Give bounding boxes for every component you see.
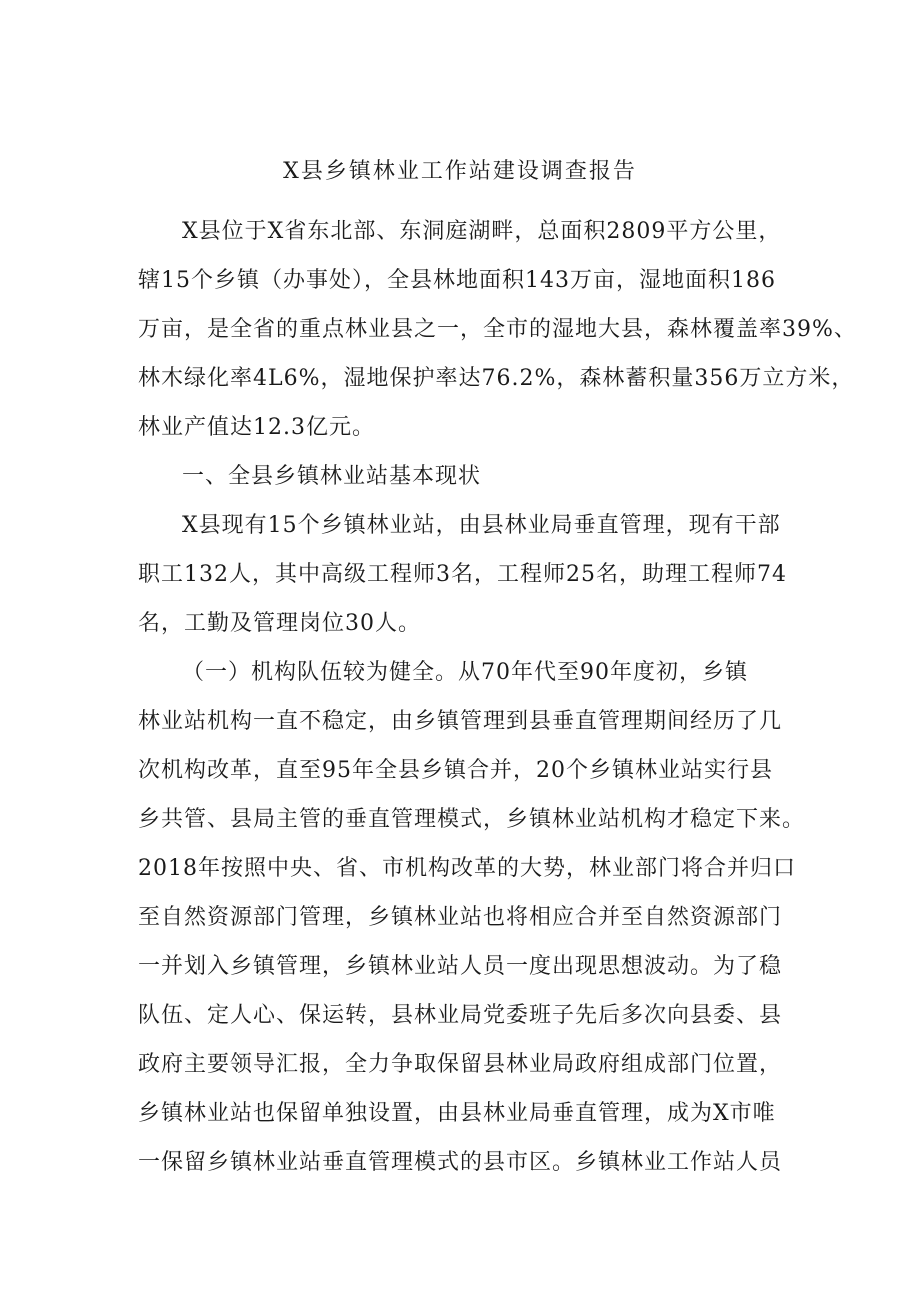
paragraph-line: 一保留乡镇林业站垂直管理模式的县市区。乡镇林业工作站人员 <box>138 1150 783 1175</box>
paragraph-line: 至自然资源部门管理，乡镇林业站也将相应合并至自然资源部门 <box>138 905 783 930</box>
subsection-heading-line: （一）机构队伍较为健全。从70年代至90年度初，乡镇 <box>182 660 748 685</box>
paragraph-line: 林木绿化率4L6%，湿地保护率达76.2%，森林蓄积量356万立方米， <box>138 366 855 391</box>
paragraph-line: 乡镇林业站也保留单独设置，由县林业局垂直管理，成为X市唯 <box>138 1101 776 1126</box>
paragraph-line: 2018年按照中央、省、市机构改革的大势，林业部门将合并归口 <box>138 856 796 881</box>
paragraph-line: X县位于X省东北部、东洞庭湖畔，总面积2809平方公里， <box>182 219 782 244</box>
paragraph-line: 林业产值达12.3亿元。 <box>138 415 375 440</box>
paragraph-line: 乡共管、县局主管的垂直管理模式，乡镇林业站机构才稳定下来。 <box>138 807 806 832</box>
paragraph-line: 政府主要领导汇报，全力争取保留县林业局政府组成部门位置， <box>138 1052 783 1077</box>
paragraph-line: 次机构改革，直至95年全县乡镇合并，20个乡镇林业站实行县 <box>138 758 773 783</box>
paragraph-line: X县现有15个乡镇林业站，由县林业局垂直管理，现有干部 <box>182 513 781 538</box>
paragraph-line: 林业站机构一直不稳定，由乡镇管理到县垂直管理期间经历了几 <box>138 709 783 734</box>
paragraph-line: 辖15个乡镇（办事处），全县林地面积143万亩，湿地面积186 <box>138 268 776 293</box>
paragraph-line: 万亩，是全省的重点林业县之一，全市的湿地大县，森林覆盖率39%、 <box>138 317 857 342</box>
section-heading: 一、全县乡镇林业站基本现状 <box>182 464 482 489</box>
paragraph-line: 名，工勤及管理岗位30人。 <box>138 611 421 636</box>
document-title: X县乡镇林业工作站建设调查报告 <box>283 159 637 184</box>
paragraph-line: 一并划入乡镇管理，乡镇林业站人员一度出现思想波动。为了稳 <box>138 954 783 979</box>
paragraph-line: 职工132人，其中高级工程师3名，工程师25名，助理工程师74 <box>138 562 787 587</box>
paragraph-line: 队伍、定人心、保运转，县林业局党委班子先后多次向县委、县 <box>138 1003 783 1028</box>
